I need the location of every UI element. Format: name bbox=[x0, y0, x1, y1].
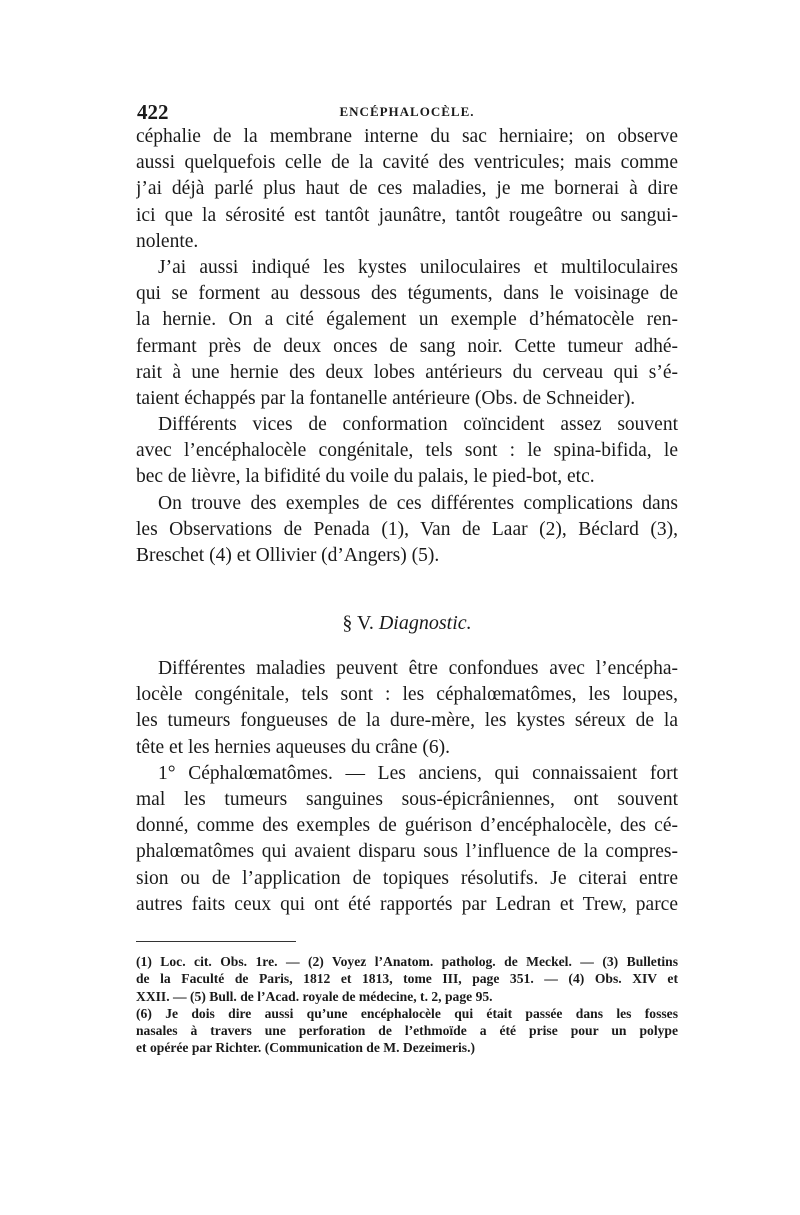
section-title: Diagnostic. bbox=[378, 612, 472, 634]
footnote-line: XXII. — (5) Bull. de l’Acad. royale de médecine, t. 2, page 95. bbox=[136, 988, 493, 1004]
text-line: fermant près de deux onces de sang noir. Cette tumeur adhé- bbox=[136, 335, 678, 357]
text-line: avec l’encéphalocèle congénitale, tels sont : le spina-bifida, le bbox=[136, 440, 678, 462]
text-line: Différentes maladies peuvent être confondues avec l’encépha- bbox=[158, 658, 678, 679]
text-line: les tumeurs fongueuses de la dure-mère, les kystes séreux de la bbox=[136, 710, 678, 732]
text-line: mal les tumeurs sanguines sous-épicrâniennes, ont souvent bbox=[136, 788, 678, 810]
text-line: ici que la sérosité est tantôt jaunâtre, tantôt rougeâtre ou sangui- bbox=[136, 204, 678, 226]
text-line: taient échappés par la fontanelle antérieure (Obs. de Schneider). bbox=[136, 387, 636, 409]
text-line: j’ai déjà parlé plus haut de ces maladies, je me bornerai à dire bbox=[136, 178, 678, 200]
text-line: tête et les hernies aqueuses du crâne (6). bbox=[136, 736, 451, 758]
section-heading bbox=[136, 608, 678, 638]
text-line: qui se forment au dessous des téguments, dans le voisinage de bbox=[136, 283, 678, 305]
body-text-upper bbox=[136, 124, 678, 569]
footnote-line: nasales à travers une perforation de l’ethmoïde a été prise pour un polype bbox=[136, 1023, 678, 1039]
body-text-lower bbox=[136, 656, 678, 918]
footnotes bbox=[136, 953, 678, 1057]
text-line: aussi quelquefois celle de la cavité des ventricules; mais comme bbox=[136, 152, 678, 174]
text-line: J’ai aussi indiqué les kystes uniloculaires et multiloculaires bbox=[158, 256, 678, 278]
text-line: céphalie de la membrane interne du sac herniaire; on observe bbox=[136, 126, 678, 147]
text-line: sion ou de l’application de topiques résolutifs. Je citerai entre bbox=[136, 867, 678, 889]
running-title: ENCÉPHALOCÈLE. bbox=[339, 104, 475, 119]
text-line: la hernie. On a cité également un exemple d’hématocèle ren- bbox=[136, 309, 678, 331]
text-line: nolente. bbox=[136, 230, 199, 252]
text-line: 1° Céphalœmatômes. — Les anciens, qui connaissaient fort bbox=[158, 762, 678, 784]
text-line: Breschet (4) et Ollivier (d’Angers) (5). bbox=[136, 545, 440, 566]
page-number: 422 bbox=[137, 100, 169, 124]
text-line: Différents vices de conformation coïncident assez souvent bbox=[158, 414, 678, 436]
text-line: donné, comme des exemples de guérison d’encéphalocèle, des cé- bbox=[136, 815, 678, 837]
footnote-line: de la Faculté de Paris, 1812 et 1813, tome III, page 351. — (4) Obs. XIV et bbox=[136, 971, 678, 987]
footnote-line: (6) Je dois dire aussi qu’une encéphalocèle qui était passée dans les fosses bbox=[136, 1005, 678, 1021]
page-header bbox=[137, 100, 677, 124]
text-line: bec de lièvre, la bifidité du voile du palais, le pied-bot, etc. bbox=[136, 466, 595, 488]
text-line: autres faits ceux qui ont été rapportés par Ledran et Trew, parce bbox=[136, 893, 678, 915]
footnote-line: (1) Loc. cit. Obs. 1re. — (2) Voyez l’Anatom. patholog. de Meckel. — (3) Bulletins bbox=[136, 954, 678, 969]
text-line: locèle congénitale, tels sont : les céphalœmatômes, les loupes, bbox=[136, 684, 678, 706]
section-marker: § V. bbox=[342, 612, 374, 634]
text-line: phalœmatômes qui avaient disparu sous l’influence de la compres- bbox=[136, 841, 678, 863]
text-line: rait à une hernie des deux lobes antérieurs du cerveau qui s’é- bbox=[136, 361, 678, 383]
text-line: les Observations de Penada (1), Van de Laar (2), Béclard (3), bbox=[136, 518, 678, 540]
footnote-line: et opérée par Richter. (Communication de M. Dezeimeris.) bbox=[136, 1040, 475, 1056]
text-line: On trouve des exemples de ces différentes complications dans bbox=[158, 492, 678, 514]
footnote-divider bbox=[136, 941, 296, 942]
